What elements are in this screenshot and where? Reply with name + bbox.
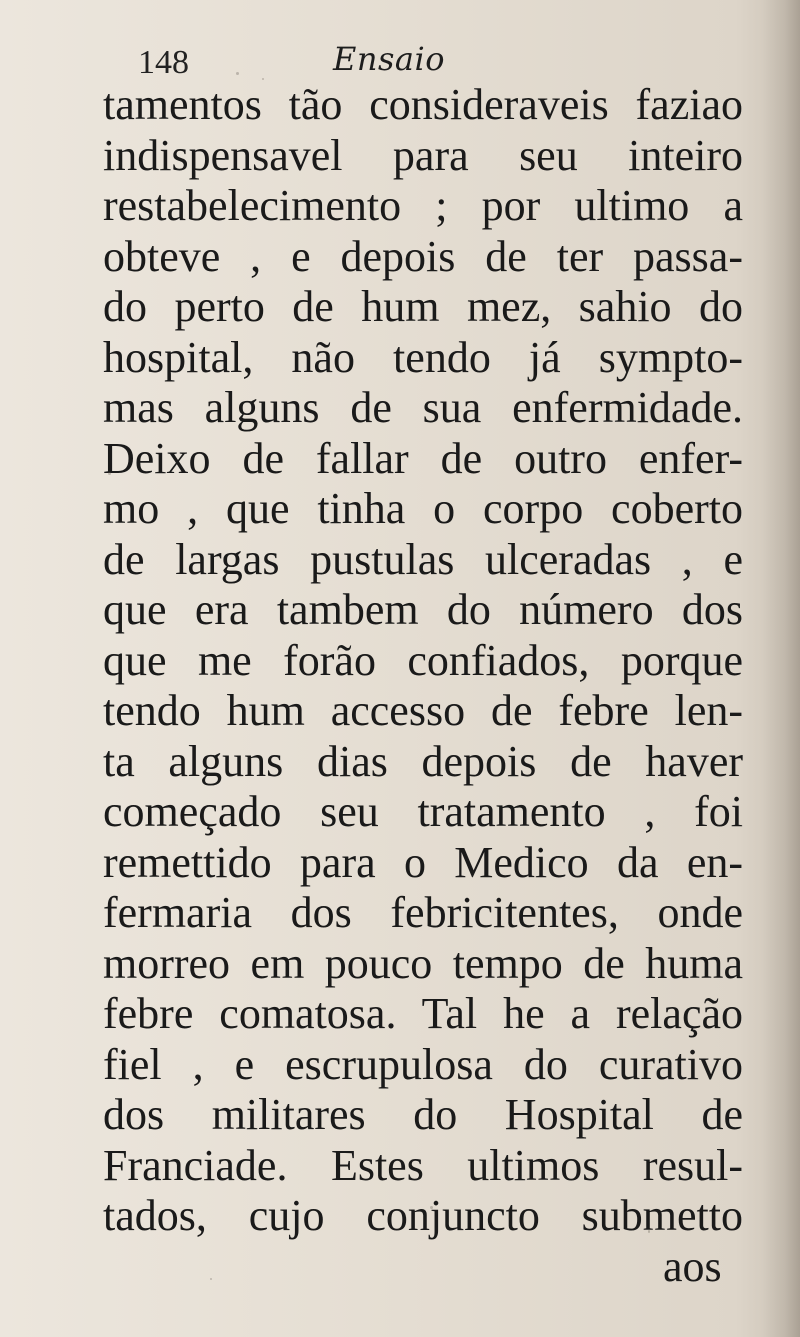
text-line: hospital, não tendo já sympto- [103, 332, 743, 382]
running-title: Ensaio [333, 40, 445, 78]
text-line: do perto de hum mez, sahio do [103, 282, 743, 331]
text-line: dos militares do Hospital de [103, 1090, 743, 1139]
page-number: 148 [138, 44, 189, 81]
paper-speck [262, 78, 264, 80]
text-line: mas alguns de sua enfermidade. [103, 383, 743, 432]
text-line: morreo em pouco tempo de huma [103, 938, 743, 988]
catchword-line [103, 1242, 743, 1293]
text-line: obteve , e depois de ter passa- [103, 231, 743, 281]
text-line: restabelecimento ; por ultimo a [103, 181, 743, 230]
text-line: Deixo de fallar de outro enfer- [103, 433, 743, 483]
text-line: que me forão confiados, porque [103, 635, 743, 685]
paper-speck [210, 1278, 212, 1280]
paper-speck [430, 1206, 433, 1209]
text-line: tamentos tão consideraveis faziao [103, 80, 743, 129]
text-line: remettido para o Medico da en- [103, 837, 743, 887]
text-line: de largas pustulas ulceradas , e [103, 534, 743, 584]
text-line: fermaria dos febricitentes, onde [103, 888, 743, 937]
text-line: fiel , e escrupulosa do curativo [103, 1039, 743, 1089]
text-line: mo , que tinha o corpo coberto [103, 484, 743, 533]
text-line: Franciade. Estes ultimos resul- [103, 1140, 743, 1190]
paper-speck [108, 472, 111, 475]
text-line: tados, cujo conjuncto submetto [103, 1191, 743, 1240]
text-line: começado seu tratamento , foi [103, 787, 743, 836]
body-text [103, 80, 743, 1292]
paper-speck [236, 72, 239, 75]
text-line: indispensavel para seu inteiro [103, 130, 743, 180]
paper-speck [648, 1230, 650, 1233]
catchword: aos [663, 1241, 722, 1291]
page-edge-shadow [762, 0, 800, 1337]
text-line: que era tambem do número dos [103, 585, 743, 634]
text-line: tendo hum accesso de febre len- [103, 686, 743, 735]
text-line: febre comatosa. Tal he a relação [103, 989, 743, 1038]
text-line: ta alguns dias depois de haver [103, 736, 743, 786]
